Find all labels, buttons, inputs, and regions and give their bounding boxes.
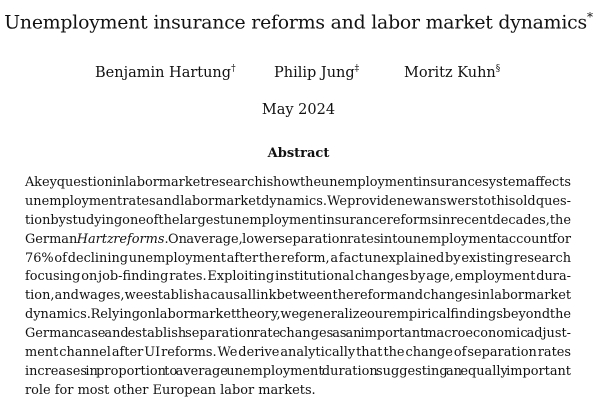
abstract-line-text: unemployment rates and labor market dynamics. We provide new answers to this old ques- <box>25 193 571 209</box>
abstract-line <box>25 193 571 212</box>
abstract-line <box>25 231 571 250</box>
author-footnote-mark: † <box>231 64 236 74</box>
abstract-line <box>25 212 571 231</box>
abstract-line-text: increases in proportion to average unemployment duration suggesting an equally important <box>25 363 571 379</box>
author-list <box>0 59 597 81</box>
author-footnote-mark: § <box>495 64 501 74</box>
abstract-line <box>25 287 571 306</box>
author-name: Benjamin Hartung <box>95 64 232 81</box>
abstract-line-text: 76% of declining unemployment after the reform, a fact unexplained by existing research <box>25 250 571 266</box>
abstract-line <box>25 306 571 325</box>
abstract-line <box>25 382 571 401</box>
publication-date: May 2024 <box>261 102 336 118</box>
abstract-line <box>25 268 571 287</box>
author-name: Moritz Kuhn <box>404 64 496 81</box>
title-footnote-mark: * <box>586 10 593 24</box>
abstract-line <box>25 250 571 269</box>
abstract-line-text: ment channel after UI reforms. We derive analytically that the change of separation rates <box>25 345 571 361</box>
author-1 <box>95 59 236 83</box>
author-name: Philip Jung <box>274 64 355 81</box>
abstract-line-text: tion by studying one of the largest unemployment insurance reforms in recent decades, the <box>25 212 571 228</box>
paper-title <box>0 4 597 36</box>
abstract-line-text: tion, and wages, we establish a causal link between the reform and changes in labor market <box>25 288 571 304</box>
abstract-line <box>25 344 571 363</box>
abstract-heading: Abstract <box>267 146 330 161</box>
paper-title-text: Unemployment insurance reforms and labor market dynamics <box>4 12 587 34</box>
abstract-line <box>25 363 571 382</box>
abstract-line <box>25 325 571 344</box>
abstract-line-text: dynamics. Relying on labor market theory, we generalize our empirical findings beyond the <box>25 307 571 323</box>
abstract-line-text: German <box>25 231 77 247</box>
abstract-line <box>25 174 571 193</box>
abstract-line-text: focusing on job-finding rates. Exploiting institutional changes by age, employment dura- <box>25 269 571 285</box>
abstract-line-text: role for most other European labor markets. <box>25 382 316 398</box>
abstract-emphasis: Hartz reforms <box>76 231 165 247</box>
author-2 <box>274 59 359 83</box>
author-footnote-mark: ‡ <box>354 64 360 74</box>
abstract-line-text: . On average, lower separation rates into unemployment account for <box>164 231 571 247</box>
abstract-body <box>25 174 571 401</box>
abstract-line-text: German case and establish separation rate changes as an important macroeconomic adjust- <box>25 326 571 342</box>
author-3 <box>404 59 500 83</box>
abstract-line-text: A key question in labor market research is how the unemployment insurance system affects <box>25 175 571 190</box>
